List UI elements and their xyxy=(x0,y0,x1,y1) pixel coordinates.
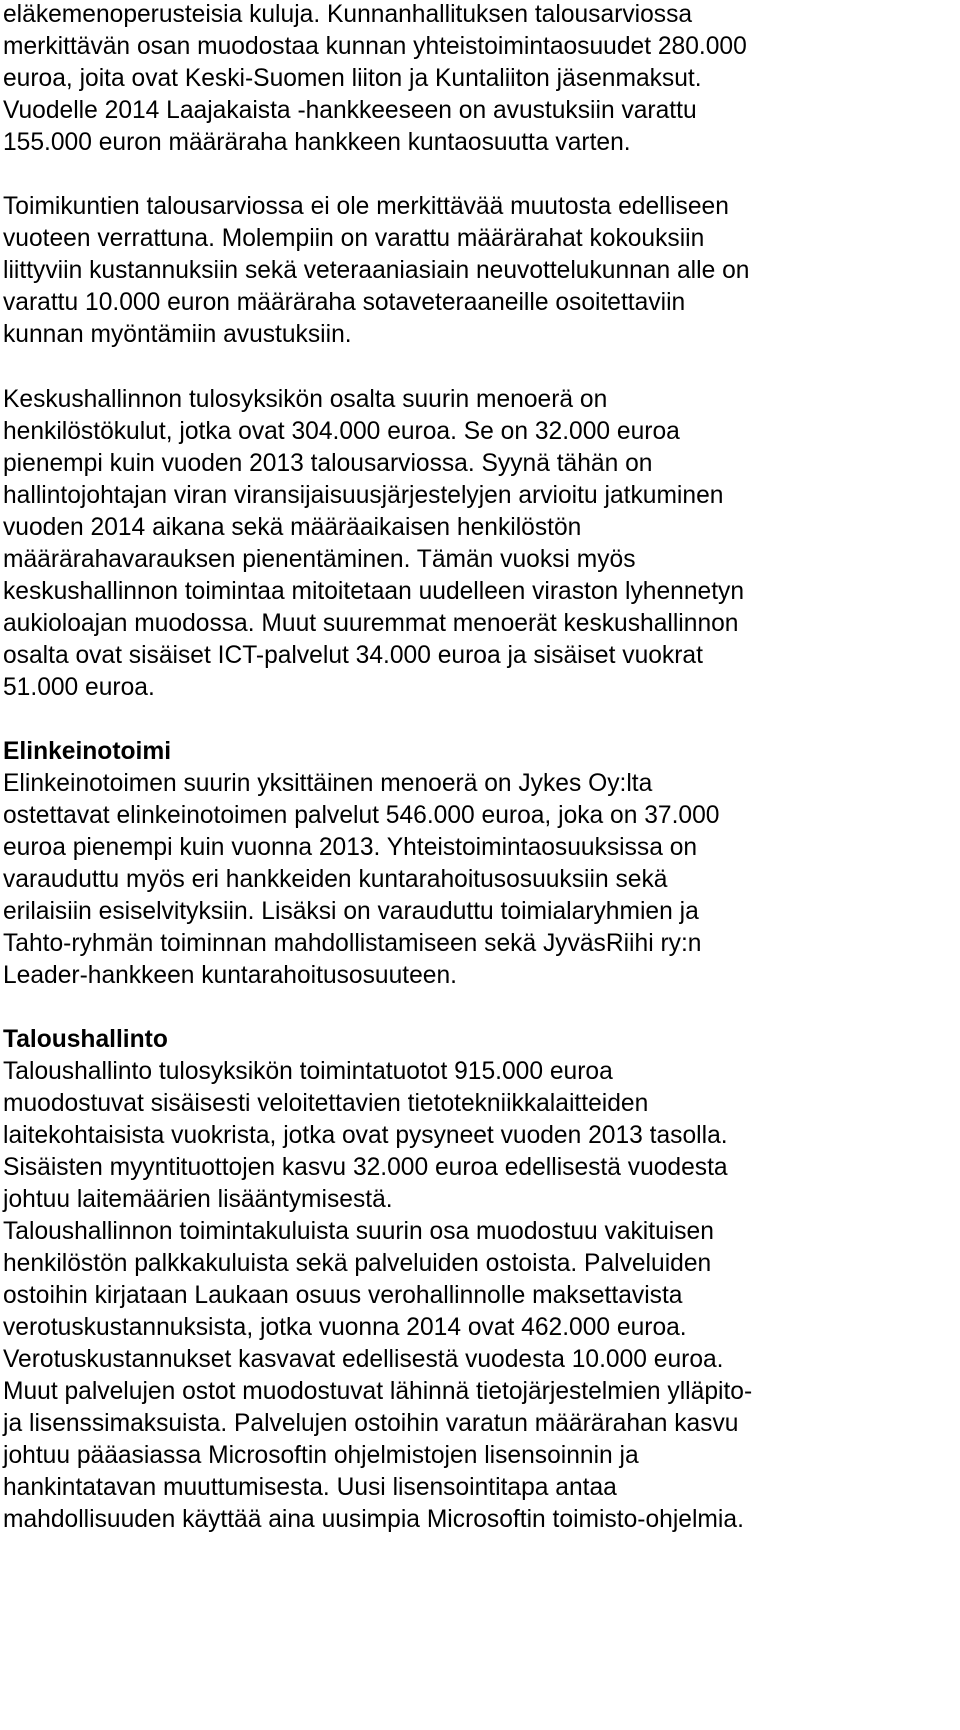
text-line: aukioloajan muodossa. Muut suuremmat menoerät keskushallinnon xyxy=(3,610,739,637)
text-line: euroa pienempi kuin vuonna 2013. Yhteistoimintaosuuksissa on xyxy=(3,834,698,861)
text-line: pienempi kuin vuoden 2013 talousarviossa. Syynä tähän on xyxy=(3,450,653,477)
text-line: Leader-hankkeen kuntarahoitusosuuteen. xyxy=(3,962,457,989)
text-line: euroa, joita ovat Keski-Suomen liiton ja Kuntaliiton jäsenmaksut. xyxy=(3,65,702,92)
text-line: Taloushallinto tulosyksikön toimintatuotot 915.000 euroa xyxy=(3,1058,613,1085)
text-line: eläkemenoperusteisia kuluja. Kunnanhallituksen talousarviossa xyxy=(3,1,693,28)
text-line: 155.000 euron määräraha hankkeen kuntaosuutta varten. xyxy=(3,129,631,156)
text-line: ostettavat elinkeinotoimen palvelut 546.000 euroa, joka on 37.000 xyxy=(3,802,720,829)
text-line: Toimikuntien talousarviossa ei ole merkittävää muutosta edelliseen xyxy=(3,193,729,220)
text-line: varauduttu myös eri hankkeiden kuntarahoitusosuuksiin sekä xyxy=(3,866,668,893)
text-line: osalta ovat sisäiset ICT-palvelut 34.000 euroa ja sisäiset vuokrat xyxy=(3,642,703,669)
text-line: varattu 10.000 euron määräraha sotaveteraaneille osoitettaviin xyxy=(3,289,686,316)
text-line: Vuodelle 2014 Laajakaista -hankkeeseen on avustuksiin varattu xyxy=(3,97,697,124)
text-line: mahdollisuuden käyttää aina uusimpia Microsoftin toimisto-ohjelmia. xyxy=(3,1506,744,1533)
text-line: kunnan myöntämiin avustuksiin. xyxy=(3,321,352,348)
text-line: Elinkeinotoimen suurin yksittäinen menoerä on Jykes Oy:lta xyxy=(3,770,653,797)
text-line: Tahto-ryhmän toiminnan mahdollistamiseen sekä JyväsRiihi ry:n xyxy=(3,930,702,957)
text-line: vuoden 2014 aikana sekä määräaikaisen henkilöstön xyxy=(3,514,582,541)
text-line: johtuu laitemäärien lisääntymisestä. xyxy=(3,1186,393,1213)
text-line: Muut palvelujen ostot muodostuvat lähinnä tietojärjestelmien ylläpito- xyxy=(3,1378,753,1405)
text-line: keskushallinnon toimintaa mitoitetaan uudelleen viraston lyhennetyn xyxy=(3,578,745,605)
text-line: Verotuskustannukset kasvavat edellisestä vuodesta 10.000 euroa. xyxy=(3,1346,724,1373)
text-line: ja lisenssimaksuista. Palvelujen ostoihin varatun määrärahan kasvu xyxy=(3,1410,739,1437)
text-line: merkittävän osan muodostaa kunnan yhteistoimintaosuudet 280.000 xyxy=(3,33,747,60)
text-line: verotuskustannuksista, jotka vuonna 2014 ovat 462.000 euroa. xyxy=(3,1314,687,1341)
text-line: Taloushallinnon toimintakuluista suurin osa muodostuu vakituisen xyxy=(3,1218,714,1245)
text-line: henkilöstön palkkakuluista sekä palveluiden ostoista. Palveluiden xyxy=(3,1250,712,1277)
text-line: liittyviin kustannuksiin sekä veteraaniasiain neuvottelukunnan alle on xyxy=(3,257,750,284)
text-line: Sisäisten myyntituottojen kasvu 32.000 euroa edellisestä vuodesta xyxy=(3,1154,728,1181)
text-line: vuoteen verrattuna. Molempiin on varattu määrärahat kokouksiin xyxy=(3,225,705,252)
text-line: hallintojohtajan viran viransijaisuusjärjestelyjen arvioitu jatkuminen xyxy=(3,482,724,509)
text-line: erilaisiin esiselvityksiin. Lisäksi on varauduttu toimialaryhmien ja xyxy=(3,898,699,925)
text-line: määrärahavarauksen pienentäminen. Tämän vuoksi myös xyxy=(3,546,636,573)
text-line: ostoihin kirjataan Laukaan osuus verohallinnolle maksettavista xyxy=(3,1282,683,1309)
text-line: laitekohtaisista vuokrista, jotka ovat pysyneet vuoden 2013 tasolla. xyxy=(3,1122,728,1149)
text-line: 51.000 euroa. xyxy=(3,674,155,701)
text-line: muodostuvat sisäisesti veloitettavien tietotekniikkalaitteiden xyxy=(3,1090,649,1117)
section-heading-elinkeinotoimi: Elinkeinotoimi xyxy=(3,738,172,765)
text-line: henkilöstökulut, jotka ovat 304.000 euroa. Se on 32.000 euroa xyxy=(3,418,680,445)
text-line: Keskushallinnon tulosyksikön osalta suurin menoerä on xyxy=(3,386,608,413)
text-line: johtuu pääasiassa Microsoftin ohjelmistojen lisensoinnin ja xyxy=(3,1442,639,1469)
text-line: hankintatavan muuttumisesta. Uusi lisensointitapa antaa xyxy=(3,1474,617,1501)
section-heading-taloushallinto: Taloushallinto xyxy=(3,1026,168,1053)
